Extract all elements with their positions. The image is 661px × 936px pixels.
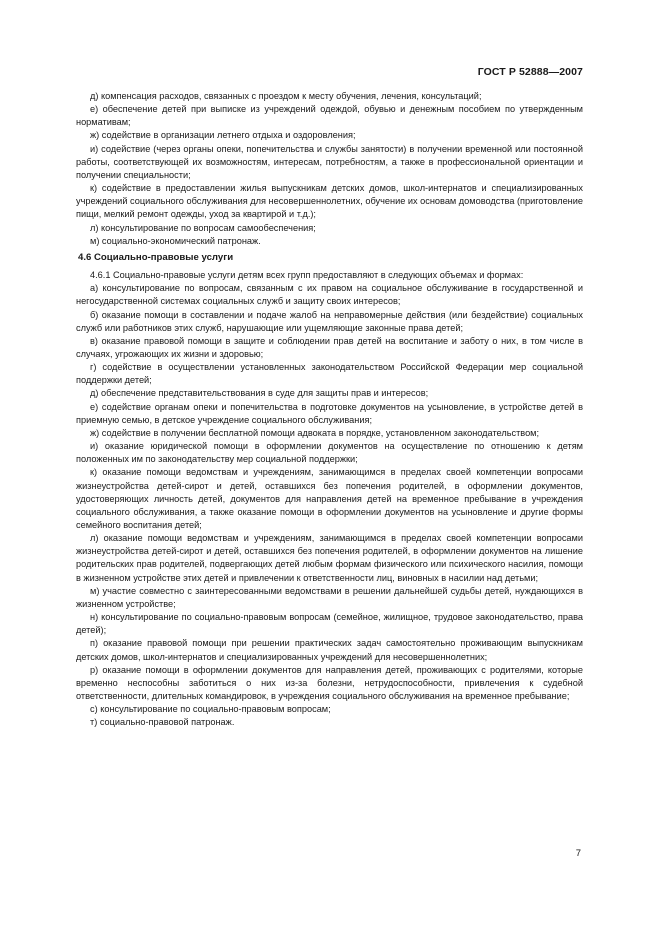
list-item: к) оказание помощи ведомствам и учреждениям, занимающимся в пределах своей компетенции вопросами жизнеустройства детей-сирот и детей, оставшихся без попечения родителей, в оформлении документов, удостоверяющих личность детей, документов для направления детей на временное пребывание в учреждения социального обслуживания, а также оказание помощи в оформлении документов на усыновление и другие формы семейного воспитания детей; [76, 467, 583, 530]
list-item: л) консультирование по вопросам самообеспечения; [90, 222, 316, 233]
list-item: м) социально-экономический патронаж. [90, 235, 261, 246]
document-code-header: ГОСТ Р 52888—2007 [477, 66, 583, 78]
list-item: п) оказание правовой помощи при решении практических задач самостоятельно проживающим выпускникам детских домов, школ-интернатов и специализированных учреждений для несовершеннолетних; [76, 638, 583, 662]
list-item: г) содействие в осуществлении установленных законодательством Российской Федерации мер социальной поддержки детей; [76, 362, 583, 386]
list-item: и) оказание юридической помощи в оформлении документов на осуществление по отношению к детям положенных им по законодательству мер социальной поддержки; [76, 441, 583, 465]
list-item: с) консультирование по социально-правовым вопросам; [90, 704, 331, 715]
list-item: б) оказание помощи в составлении и подаче жалоб на неправомерные действия (или бездействие) социальных служб или работников этих служб, нарушающие или ущемляющие законные права детей; [76, 309, 583, 333]
list-item: н) консультирование по социально-правовым вопросам (семейное, жилищное, трудовое законодательство, права детей); [76, 612, 583, 636]
list-item: а) консультирование по вопросам, связанным с их правом на социальное обслуживание в государственной и негосударственной системах социальных служб и защиту своих интересов; [76, 283, 583, 307]
list-item: и) содействие (через органы опеки, попечительства и службы занятости) в получении временной или постоянной работы, соответствующей их возможностям, интересам, потребностям, а также в профессиональной ориентации и получении специальности; [76, 143, 583, 180]
list-item: ж) содействие в организации летнего отдыха и оздоровления; [90, 130, 356, 141]
list-item: д) компенсация расходов, связанных с проездом к месту обучения, лечения, консультаций; [90, 91, 482, 101]
list-item: р) оказание помощи в оформлении документов для направления детей, проживающих с родителями, которые временно неспособны заботиться о них из-за болезни, нетрудоспособности, привлечения к судебной ответственности, длительных командировок, в учреждения социального обслуживания на временное пребывание; [76, 664, 583, 702]
list-item: в) оказание правовой помощи в защите и соблюдении прав детей на воспитание и заботу о них, в том числе в случаях, угрожающих их жизни и здоровью; [76, 335, 583, 359]
list-item: м) участие совместно с заинтересованными ведомствами в решении дальнейшей судьбы детей, нуждающихся в жизненном устройстве; [76, 585, 583, 609]
list-item: е) содействие органам опеки и попечительства в подготовке документов на усыновление, в устройстве детей в приемную семью, в детское учреждение социального обслуживания; [76, 401, 583, 425]
document-body [76, 90, 583, 730]
list-item: е) обеспечение детей при выписке из учреждений одеждой, обувью и денежным пособием по утвержденным нормативам; [76, 104, 583, 128]
page-number: 7 [575, 848, 581, 859]
list-item: ж) содействие в получении бесплатной помощи адвоката в порядке, установленном законодательством; [90, 427, 540, 438]
section-title: 4.6 Социально-правовые услуги [78, 251, 234, 263]
section-items-list [76, 282, 583, 729]
list-item: к) содействие в предоставлении жилья выпускникам детских домов, школ-интернатов и специализированных учреждений социального обслуживания для несовершеннолетних, обучение их основам домоводства (приготовление пищи, мелкий ремонт одежды, уход за квартирой и т.д.); [76, 183, 583, 220]
list-item: д) обеспечение представительствования в суде для защиты прав и интересов; [90, 388, 429, 399]
section-intro: 4.6.1 Социально-правовые услуги детям всех групп предоставляют в следующих объемах и формах: [90, 270, 524, 281]
list-item: т) социально-правовой патронаж. [90, 717, 235, 728]
items-before-list [76, 90, 583, 248]
list-item: л) оказание помощи ведомствам и учреждениям, занимающимся в пределах своей компетенции вопросами жизнеустройства детей-сирот и детей, оставшихся без попечения родителей, в оформлении документов на лишение родительских прав родителей, подвергающих детей любым формам физического или психического насилия, помощи в жизненном устройстве этих детей и привлечении к ответственности лиц, виновных в насилии над детьми; [76, 533, 583, 583]
